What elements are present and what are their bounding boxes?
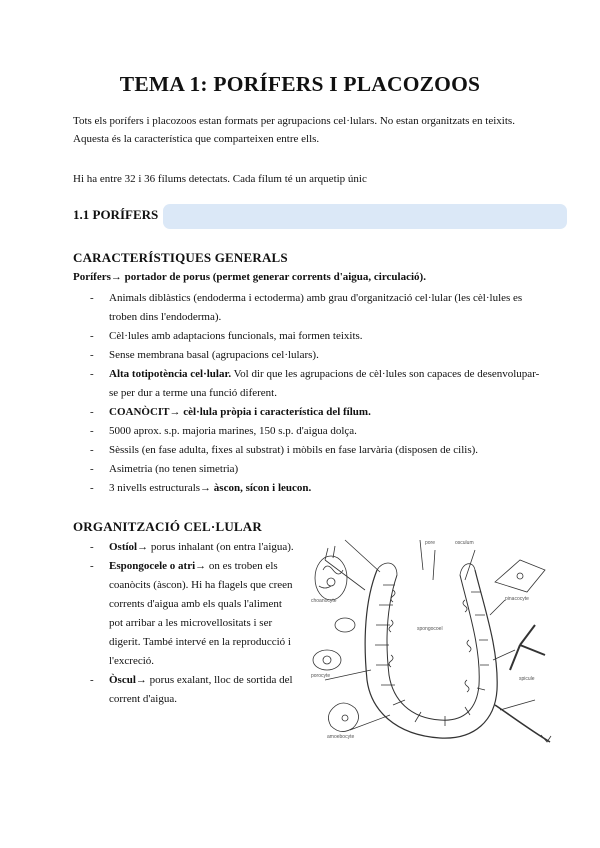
figure-label: spongocoel	[417, 626, 443, 632]
list-item: - Asimetria (no tenen simetria)	[90, 460, 540, 479]
list-item: - Òscul→ porus exalant, lloc de sortida del corrent d'aigua.	[90, 671, 297, 709]
figure-label: spicule	[519, 676, 535, 682]
list-item: - 3 nivells estructurals→ àscon, sícon i leucon.	[90, 479, 540, 498]
general-heading: CARACTERÍSTIQUES GENERALS	[73, 250, 288, 265]
list-item: - Ostíol→ porus inhalant (on entra l'aigua).	[90, 538, 297, 557]
figure-label: amoebocyte	[327, 734, 355, 740]
section-title: 1.1 PORÍFERS	[73, 207, 159, 222]
figure-label: pore	[425, 540, 436, 546]
list-item: - Sense membrana basal (agrupacions cel·lulars).	[90, 346, 540, 365]
figure-label: osculum	[455, 540, 474, 546]
page-title: TEMA 1: PORÍFERS I PLACOZOOS	[119, 72, 481, 96]
intro-line-2: Aquesta és la característica que comparteixen entre ells.	[73, 133, 320, 145]
figure-label: pinacocyte	[505, 596, 529, 602]
sponge-anatomy-diagram-icon	[305, 530, 553, 752]
intro-line-1: Tots els porífers i placozoos estan formats per agrupacions cel·lulars. No estan organitzats en teixits.	[73, 115, 515, 127]
sponge-anatomy-figure	[305, 530, 553, 752]
organization-list	[90, 538, 297, 709]
figure-label: choanocyte	[311, 598, 337, 604]
general-lead: Porífers→ portador de porus (permet generar corrents d'aigua, circulació).	[73, 271, 426, 283]
list-item: - 5000 aprox. s.p. majoria marines, 150 s.p. d'aigua dolça.	[90, 422, 540, 441]
list-item: - Espongocele o atri→ on es troben els coanòcits (àscon). Hi ha flagels que creen corrents d'aigua amb els quals l'aliment pot arribar a les microvellositats i ser digerit. També intervé en la reproducció i l'excreció.	[90, 557, 297, 671]
section-highlight-bar	[163, 204, 567, 229]
intro-line-3: Hi ha entre 32 i 36 fílums detectats. Cada fílum té un arquetip únic	[73, 173, 367, 185]
list-item: - Alta totipotència cel·lular. Vol dir que les agrupacions de cèl·lules son capaces de desenvolupar-se per dur a terme una funció diferent.	[90, 365, 540, 403]
general-list	[90, 289, 540, 498]
list-item: - Cèl·lules amb adaptacions funcionals, mai formen teixits.	[90, 327, 540, 346]
list-item: - COANÒCIT→ cèl·lula pròpia i característica del fílum.	[90, 403, 540, 422]
figure-label: porocyte	[311, 673, 331, 679]
list-item: - Sèssils (en fase adulta, fixes al substrat) i mòbils en fase larvària (disposen de cilis).	[90, 441, 540, 460]
organization-heading: ORGANITZACIÓ CEL·LULAR	[73, 519, 262, 534]
list-item: - Animals diblàstics (endoderma i ectoderma) amb grau d'organització cel·lular (les cèl·lules es troben dins l'endoderma).	[90, 289, 540, 327]
